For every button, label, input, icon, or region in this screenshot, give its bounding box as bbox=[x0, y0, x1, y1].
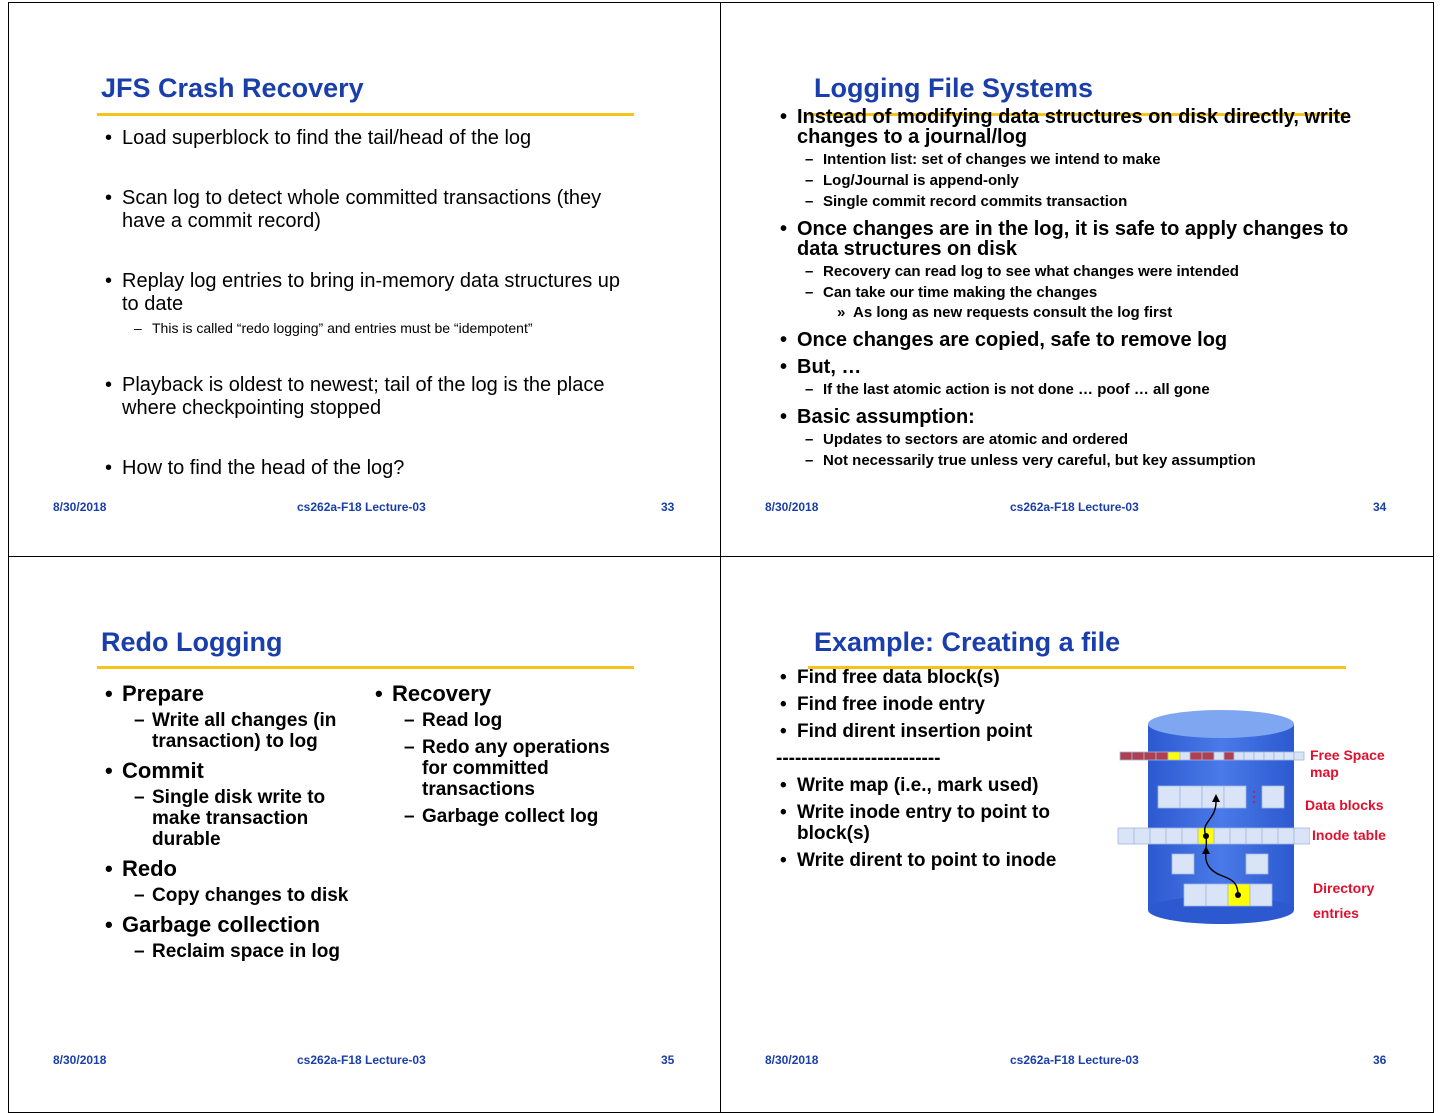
bullet-item: • Playback is oldest to newest; tail of the log is the place where checkpointing stopped bbox=[101, 374, 641, 420]
free-space-map-row bbox=[1120, 752, 1304, 760]
sub-bullet-item: – If the last atomic action is not done … poof … all gone bbox=[805, 379, 1366, 400]
pointer-origin-dot bbox=[1235, 892, 1241, 898]
bullet-item: • Prepare – Write all changes (in transaction) to log bbox=[101, 681, 361, 752]
data-blocks-label: Data blocks bbox=[1305, 797, 1384, 813]
left-column bbox=[101, 681, 361, 968]
sub-bullet-item: – Reclaim space in log bbox=[134, 941, 361, 962]
sub-bullet-item: – Redo any operations for committed transactions bbox=[404, 737, 631, 800]
bullet-list bbox=[776, 667, 1126, 877]
sub-bullet-item: – Intention list: set of changes we intend to make bbox=[805, 149, 1366, 170]
bullet-item: • Write inode entry to point to block(s) bbox=[776, 802, 1126, 844]
sub-bullet-item: – Copy changes to disk bbox=[134, 885, 361, 906]
slide-title: Example: Creating a file bbox=[814, 627, 1121, 657]
footer-course: cs262a-F18 Lecture-03 bbox=[297, 500, 426, 514]
footer-page: 33 bbox=[661, 500, 675, 514]
sub-bullet-item: – Not necessarily true unless very careful, but key assumption bbox=[805, 450, 1366, 471]
footer-course: cs262a-F18 Lecture-03 bbox=[297, 1053, 426, 1067]
slide-title: Redo Logging bbox=[101, 627, 283, 657]
footer-page: 34 bbox=[1373, 500, 1387, 514]
title-underline bbox=[97, 666, 634, 669]
bullet-item: • Load superblock to find the tail/head of the log bbox=[101, 127, 641, 150]
sub-sub-bullet-item: » As long as new requests consult the log first bbox=[837, 303, 1366, 323]
footer-date: 8/30/2018 bbox=[53, 1053, 107, 1067]
separator-line: -------------------------- bbox=[776, 748, 941, 769]
bullet-list bbox=[101, 127, 641, 517]
bullet-item: • Commit – Single disk write to make transaction durable bbox=[101, 758, 361, 850]
footer-course: cs262a-F18 Lecture-03 bbox=[1010, 1053, 1139, 1067]
sub-bullet-item: – Garbage collect log bbox=[404, 806, 631, 827]
bullet-item: • Write map (i.e., mark used) bbox=[776, 775, 1126, 796]
bullet-item: • Garbage collection – Reclaim space in log bbox=[101, 912, 361, 962]
bullet-item: • Write dirent to point to inode bbox=[776, 850, 1126, 871]
bullet-item: • Once changes are copied, safe to remove log bbox=[776, 330, 1366, 350]
bullet-item: • Basic assumption: – Updates to sectors are atomic and ordered – Not necessarily true unless very careful, but key assumption bbox=[776, 407, 1366, 471]
disk-diagram bbox=[1110, 704, 1310, 924]
sub-bullet-item: – Single commit record commits transaction bbox=[805, 191, 1366, 212]
footer-date: 8/30/2018 bbox=[53, 500, 107, 514]
slide-36 bbox=[720, 556, 1434, 1113]
bullet-item: • Find dirent insertion point bbox=[776, 721, 1126, 742]
inode-table-row bbox=[1118, 828, 1310, 844]
sub-bullet-item: – Updates to sectors are atomic and ordered bbox=[805, 429, 1366, 450]
title-underline bbox=[97, 113, 634, 116]
footer-page: 36 bbox=[1373, 1053, 1387, 1067]
bullet-item: • Redo – Copy changes to disk bbox=[101, 856, 361, 906]
sub-bullet-item: – Can take our time making the changes » As long as new requests consult the log first bbox=[805, 282, 1366, 323]
free-space-map-label: Free Space map bbox=[1310, 747, 1385, 780]
pointer-origin-dot bbox=[1203, 833, 1209, 839]
bullet-item: • Instead of modifying data structures on disk directly, write changes to a journal/log – Intention list: set of changes we intend to make – Log/Journal is append-only – Single commit record commits transaction bbox=[776, 107, 1366, 212]
slide-title: Logging File Systems bbox=[814, 73, 1094, 103]
slide-35 bbox=[8, 556, 721, 1113]
sub-bullet-item: – Read log bbox=[404, 710, 631, 731]
bullet-item: • Recovery – Read log – Redo any operations for committed transactions – Garbage collect log bbox=[371, 681, 631, 827]
sub-bullet-item: – Log/Journal is append-only bbox=[805, 170, 1366, 191]
footer-date: 8/30/2018 bbox=[765, 500, 819, 514]
slide-34 bbox=[720, 2, 1434, 557]
right-column bbox=[371, 681, 631, 833]
bullet-item: • Find free inode entry bbox=[776, 694, 1126, 715]
footer-course: cs262a-F18 Lecture-03 bbox=[1010, 500, 1139, 514]
bullet-item: • But, … – If the last atomic action is not done … poof … all gone bbox=[776, 357, 1366, 400]
disk-top bbox=[1148, 710, 1294, 738]
bullet-list bbox=[776, 107, 1366, 478]
inode-table-label: Inode table bbox=[1312, 827, 1386, 843]
footer-page: 35 bbox=[661, 1053, 675, 1067]
footer-date: 8/30/2018 bbox=[765, 1053, 819, 1067]
bullet-item: • Once changes are in the log, it is safe to apply changes to data structures on disk – Recovery can read log to see what changes were intended – Can take our time making the changes » As long as new requests consult the log first bbox=[776, 219, 1366, 323]
bullet-item: • Replay log entries to bring in-memory data structures up to date – This is called “redo logging” and entries must be “idempotent” bbox=[101, 270, 641, 337]
sub-bullet-item: – Single disk write to make transaction durable bbox=[134, 787, 361, 850]
bullet-item: • How to find the head of the log? bbox=[101, 457, 641, 480]
sub-bullet-item: – Recovery can read log to see what changes were intended bbox=[805, 261, 1366, 282]
slide-title: JFS Crash Recovery bbox=[101, 73, 364, 103]
data-blocks-row bbox=[1158, 786, 1284, 808]
sub-bullet-item: – Write all changes (in transaction) to log bbox=[134, 710, 361, 752]
directory-entries-label: Directory entries bbox=[1313, 880, 1375, 921]
bullet-item: • Find free data block(s) bbox=[776, 667, 1126, 688]
sub-bullet-item: – This is called “redo logging” and entries must be “idempotent” bbox=[134, 320, 641, 337]
bullet-item: • Scan log to detect whole committed transactions (they have a commit record) bbox=[101, 187, 641, 233]
slide-33 bbox=[8, 2, 721, 557]
